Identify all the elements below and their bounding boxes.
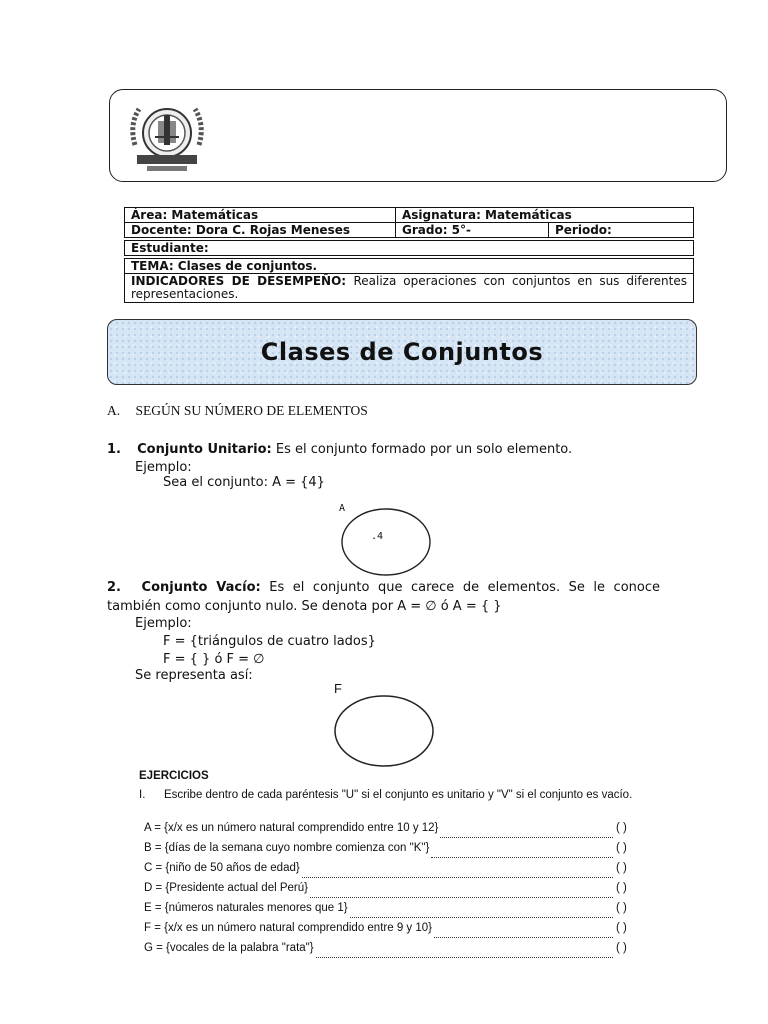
exercises-instruction [139, 788, 653, 803]
diagram-a-element: .4 [371, 531, 384, 542]
area-cell: Área: Matemáticas [125, 208, 396, 223]
docente-cell: Docente: Dora C. Rojas Meneses [125, 223, 396, 238]
title-banner [107, 319, 697, 385]
diagram-a-label: A [339, 503, 346, 514]
diagram-f-label: F [334, 681, 342, 696]
item1-number: 1. [107, 442, 121, 457]
section-a-title: SEGÚN SU NÚMERO DE ELEMENTOS [135, 403, 368, 418]
exercises-roman: I. [139, 789, 146, 801]
answer-blank[interactable]: ( ) [616, 822, 627, 834]
info-table [124, 207, 694, 303]
venn-diagram-a [340, 507, 434, 577]
list-item: F = {x/x es un número natural comprendido entre 9 y 10} ( ) [144, 922, 644, 942]
list-item: G = {vocales de la palabra "rata"} ( ) [144, 942, 644, 962]
answer-blank[interactable]: ( ) [616, 882, 627, 894]
answer-blank[interactable]: ( ) [616, 922, 627, 934]
answer-blank[interactable]: ( ) [616, 862, 627, 874]
exercises-heading: EJERCICIOS [139, 770, 209, 782]
indicadores-cell [125, 274, 694, 303]
answer-blank[interactable]: ( ) [616, 942, 627, 954]
item1-definition [107, 440, 667, 459]
section-a-heading [107, 403, 368, 419]
estudiante-cell: Estudiante: [125, 241, 694, 256]
answer-blank[interactable]: ( ) [616, 842, 627, 854]
grado-cell: Grado: 5°- [396, 223, 549, 238]
item2-example-line1: F = {triángulos de cuatro lados} [163, 634, 376, 649]
item2-text: Es el conjunto que carece de elementos. Se le conoce también como conjunto nulo. Se denota por A = ∅ ó A = { } [107, 580, 660, 614]
list-item: D = {Presidente actual del Perú} ( ) [144, 882, 644, 902]
school-seal-logo [125, 95, 209, 179]
item2-example-line2: F = { } ó F = ∅ [163, 652, 265, 667]
item2-example-label: Ejemplo: [135, 616, 192, 631]
item2-definition [107, 578, 660, 616]
answer-blank[interactable]: ( ) [616, 902, 627, 914]
item2-number: 2. [107, 580, 121, 595]
banner-title: Clases de Conjuntos [260, 338, 544, 366]
exercises-instruction-text: Escribe dentro de cada paréntesis "U" si el conjunto es unitario y "V" si el conjunto es vacío. [164, 789, 633, 801]
exercise-list [144, 822, 644, 962]
tema-cell: TEMA: Clases de conjuntos. [125, 259, 694, 274]
item2-term: Conjunto Vacío: [141, 580, 261, 595]
item2-represent-label: Se representa así: [135, 668, 253, 683]
section-a-letter: A. [107, 403, 121, 418]
asignatura-cell: Asignatura: Matemáticas [396, 208, 694, 223]
item1-term: Conjunto Unitario: [137, 442, 272, 457]
venn-diagram-f [333, 694, 435, 768]
item1-example-label: Ejemplo: [135, 460, 192, 475]
list-item: C = {niño de 50 años de edad} ( ) [144, 862, 644, 882]
list-item: E = {números naturales menores que 1} ( ) [144, 902, 644, 922]
item1-example-text: Sea el conjunto: A = {4} [163, 475, 325, 490]
periodo-cell: Periodo: [549, 223, 694, 238]
item1-text: Es el conjunto formado por un solo elemento. [275, 442, 573, 457]
indicadores-text: Realiza operaciones con conjuntos en sus diferentes representaciones. [131, 274, 687, 301]
list-item: B = {días de la semana cuyo nombre comienza con "K"} ( ) [144, 842, 644, 862]
indicadores-label: INDICADORES DE DESEMPEÑO: [131, 274, 347, 288]
list-item: A = {x/x es un número natural comprendido entre 10 y 12} ( ) [144, 822, 644, 842]
